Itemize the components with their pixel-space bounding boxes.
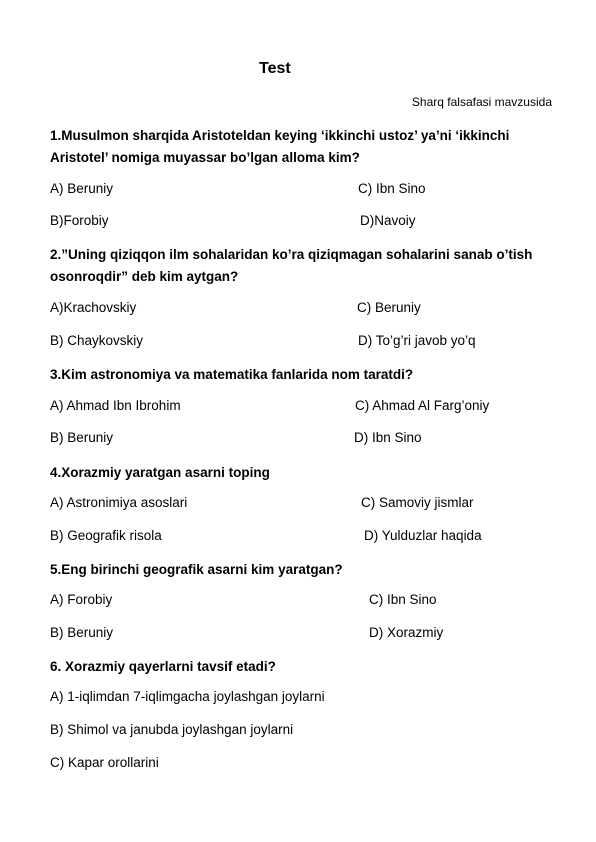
q3-option-d: D) Ibn Sino xyxy=(354,430,422,445)
q2-option-a: A)Krachovskiy xyxy=(50,300,137,315)
q4-option-a: A) Astronimiya asoslari xyxy=(50,495,188,510)
document-title: Test xyxy=(259,60,291,77)
q1-option-b: B)Forobiy xyxy=(50,213,109,228)
q4-option-c: C) Samoviy jismlar xyxy=(361,495,474,510)
q6-option-b: B) Shimol va janubda joylashgan joylarni xyxy=(50,722,294,737)
q2-option-d: D) To’g’ri javob yo’q xyxy=(358,333,476,348)
question-4: 4.Xorazmiy yaratgan asarni toping xyxy=(50,465,270,480)
q3-option-c: C) Ahmad Al Farg’oniy xyxy=(355,398,490,413)
q6-option-c: C) Kapar orollarini xyxy=(50,755,159,770)
question-6: 6. Xorazmiy qayerlarni tavsif etadi? xyxy=(50,659,276,674)
q4-option-d: D) Yulduzlar haqida xyxy=(364,528,482,543)
q3-option-b: B) Beruniy xyxy=(50,430,114,445)
q1-option-a: A) Beruniy xyxy=(50,181,114,196)
q2-option-c: C) Beruniy xyxy=(357,300,421,315)
q6-option-a: A) 1-iqlimdan 7-iqlimgacha joylashgan joylarni xyxy=(50,689,325,704)
q3-option-a: A) Ahmad Ibn Ibrohim xyxy=(50,398,181,413)
q5-option-b: B) Beruniy xyxy=(50,625,114,640)
question-3: 3.Kim astronomiya va matematika fanlarida nom taratdi? xyxy=(50,367,414,382)
q5-option-a: A) Forobiy xyxy=(50,592,113,607)
q4-option-b: B) Geografik risola xyxy=(50,528,162,543)
q5-option-d: D) Xorazmiy xyxy=(369,625,444,640)
question-2: 2.”Uning qiziqqon ilm sohalaridan ko’ra qiziqmagan sohalarini sanab o’tish osonroqdir” deb kim aytgan? xyxy=(50,247,533,284)
question-5: 5.Eng birinchi geografik asarni kim yaratgan? xyxy=(50,562,343,577)
q1-option-d: D)Navoiy xyxy=(360,213,416,228)
q2-option-b: B) Chaykovskiy xyxy=(50,333,144,348)
q5-option-c: C) Ibn Sino xyxy=(369,592,437,607)
question-1: 1.Musulmon sharqida Aristoteldan keying ‘ikkinchi ustoz’ ya’ni ‘ikkinchi Aristotel’ nomiga muyassar bo’lgan alloma kim? xyxy=(50,128,510,165)
q1-option-c: C) Ibn Sino xyxy=(358,181,426,196)
document-subtitle: Sharq falsafasi mavzusida xyxy=(411,95,552,109)
